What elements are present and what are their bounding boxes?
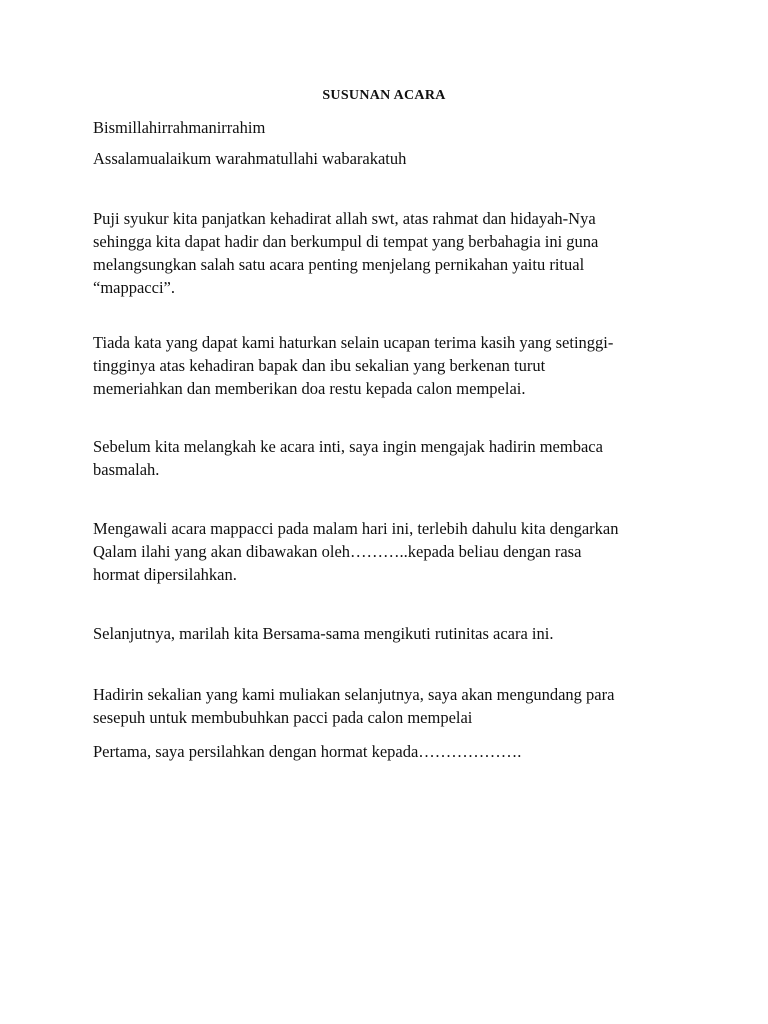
paragraph-basmalah bbox=[93, 435, 683, 481]
paragraph-line: hormat dipersilahkan. bbox=[93, 565, 237, 584]
paragraph-line: Mengawali acara mappacci pada malam hari ini, terlebih dahulu kita dengarkan bbox=[93, 519, 619, 538]
paragraph-line: tingginya atas kehadiran bapak dan ibu sekalian yang berkenan turut bbox=[93, 356, 546, 375]
paragraph-invitation bbox=[93, 683, 683, 729]
paragraph-line: Tiada kata yang dapat kami haturkan selain ucapan terima kasih yang setinggi- bbox=[93, 333, 614, 352]
paragraph-first-invitee bbox=[93, 740, 683, 763]
opening-basmalah: Bismillahirrahmanirrahim bbox=[93, 118, 266, 137]
paragraph-line: Sebelum kita melangkah ke acara inti, saya ingin mengajak hadirin membaca bbox=[93, 437, 603, 456]
paragraph-gratitude bbox=[93, 207, 683, 299]
opening-greeting: Assalamualaikum warahmatullahi wabarakatuh bbox=[93, 149, 407, 168]
document-title: SUSUNAN ACARA bbox=[322, 88, 446, 103]
paragraph-line: memeriahkan dan memberikan doa restu kepada calon mempelai. bbox=[93, 379, 526, 398]
paragraph-thanks bbox=[93, 331, 683, 400]
paragraph-line: sesepuh untuk membubuhkan pacci pada calon mempelai bbox=[93, 708, 473, 727]
paragraph-line: “mappacci”. bbox=[93, 278, 175, 297]
paragraph-line: basmalah. bbox=[93, 460, 160, 479]
paragraph-line: melangsungkan salah satu acara penting menjelang pernikahan yaitu ritual bbox=[93, 255, 585, 274]
paragraph-line: Hadirin sekalian yang kami muliakan selanjutnya, saya akan mengundang para bbox=[93, 685, 615, 704]
paragraph-line: Pertama, saya persilahkan dengan hormat kepada………………. bbox=[93, 742, 522, 761]
paragraph-line: Selanjutnya, marilah kita Bersama-sama mengikuti rutinitas acara ini. bbox=[93, 624, 554, 643]
paragraph-line: sehingga kita dapat hadir dan berkumpul di tempat yang berbahagia ini guna bbox=[93, 232, 599, 251]
paragraph-qalam-ilahi bbox=[93, 517, 683, 586]
paragraph-line: Qalam ilahi yang akan dibawakan oleh………..kepada beliau dengan rasa bbox=[93, 542, 582, 561]
paragraph-routine bbox=[93, 622, 683, 645]
paragraph-line: Puji syukur kita panjatkan kehadirat allah swt, atas rahmat dan hidayah-Nya bbox=[93, 209, 596, 228]
